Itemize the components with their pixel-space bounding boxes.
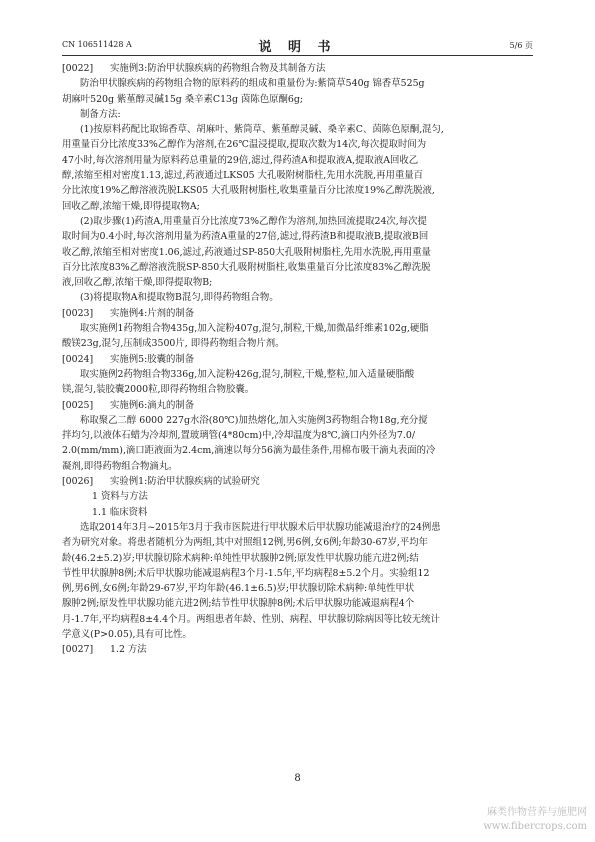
section-heading (62, 306, 534, 321)
paragraph-number: [0024] (62, 353, 94, 365)
heading-text: 实施例3:防治甲状腺疾病的药物组合物及其制备方法 (110, 63, 326, 74)
text-line: (3)将提取物A和提取物B混匀,即得药物组合物。 (80, 292, 279, 304)
watermark (483, 806, 587, 834)
text-line: 月-1.7年,平均病程8±4.4个月。两组患者年龄、性别、病程、甲状腺切除病因等比较无统计 (62, 613, 440, 625)
section-heading (62, 61, 534, 76)
paragraph-number: [0022] (62, 63, 94, 74)
text-line: 制备方法: (80, 108, 121, 120)
text-line: 拌均匀,以液体石蜡为冷却剂,置玻璃管(4*80cm)中,冷却温度为8℃,滴口内外径为7.0/ (62, 430, 415, 442)
text-line: 用重量百分比浓度33%乙醇作为溶剂,在26℃温浸提取,提取次数为14次,每次提取时间为 (62, 139, 427, 151)
text-line: 取时间为0.4小时,每次溶剂用量为药渣A重量的27倍,滤过,得药渣B和提取液B,提取液B回 (62, 231, 429, 243)
text-line: 腺肿2例;原发性甲状腺功能亢进2例;结节性甲状腺肿8例;术后甲状腺功能减退病程4个 (62, 598, 415, 610)
section-heading (62, 642, 534, 657)
text-line: (2)取步骤(1)药渣A,用重量百分比浓度73%乙醇作为溶剂,加热回流提取24次,每次提 (80, 215, 427, 227)
text-line: 者为研究对象。将患者随机分为两组,其中对照组12例,男6例,女6例;年龄30-67岁,平均年 (62, 537, 428, 549)
paragraph-number: [0026] (62, 476, 94, 488)
text-line: 选取2014年3月~2015年3月于我市医院进行甲状腺术后甲状腺功能减退治疗的24例患 (80, 521, 441, 533)
text-line: 防治甲状腺疾病的药物组合物的原料药的组成和重量份为:紫筒草540g 锦香草525g (80, 78, 425, 90)
header-rule (62, 55, 533, 56)
text-line: 酸镁23g,混匀,压制成3500片, 即得药物组合物片剂。 (62, 338, 285, 350)
paragraph-number: [0023] (62, 307, 94, 319)
document-title: 说 明 书 (258, 40, 337, 55)
text-line: 取实施例1药物组合物435g,加入淀粉407g,混匀,制粒,干燥,加微晶纤维素102g,硬脂 (80, 323, 429, 335)
text-line: 取实施例2药物组合物336g,加入淀粉426g,混匀,制粒,干燥,整粒,加入适量硬脂酸 (80, 368, 415, 380)
paragraph-number: [0027] (62, 644, 94, 656)
section-heading (62, 398, 534, 413)
text-line: 百分比浓度83%乙醇溶液洗脱SP-850大孔吸附树脂柱,收集重量百分比浓度83%乙醇洗脱 (62, 261, 431, 273)
heading-text: 实施例6:滴丸的制备 (110, 399, 195, 411)
text-line: 2.0(mm/mm),滴口距液面为2.4cm,滴速以每分56滴为最佳条件,用棉布吸干滴丸表面的冷 (62, 445, 436, 457)
page-indicator: 5/6 页 (509, 41, 533, 50)
text-line: (1)按原料药配比取锦香草、胡麻叶、紫筒草、紫堇醇灵碱、桑辛素C、茵陈色原酮,混匀, (80, 124, 444, 136)
watermark-url: www.fibercrops.com (483, 821, 587, 832)
page-header (62, 36, 533, 55)
paragraph-number: [0025] (62, 399, 94, 411)
text-line: 47小时,每次溶剂用量为原料药总重量的29倍,滤过,得药渣A和提取液A,提取液A回收乙 (62, 154, 419, 166)
text-line: 液,回收乙醇,浓缩干燥,即得提取物B; (62, 277, 213, 289)
text-line: 例,男6例,女6例;年龄29-67岁,平均年龄(46.1±6.5)岁;甲状腺切除术病种:单纯性甲状 (62, 583, 415, 595)
watermark-title: 麻类作物营养与施肥网 (487, 807, 587, 818)
heading-text: 实验例1:防治甲状腺疾病的试验研究 (110, 476, 260, 488)
text-line: 回收乙醇,浓缩干燥,即得提取物A; (62, 200, 200, 212)
text-line: 醇,浓缩至相对密度1.13,滤过,药液通过LKS05 大孔吸附树脂柱,先用水洗脱,再用重量百 (62, 170, 423, 182)
heading-text: 实施例4:片剂的制备 (110, 307, 195, 319)
section-heading (62, 352, 534, 367)
document-body (62, 61, 534, 658)
heading-text: 1.2 方法 (110, 644, 147, 656)
text-line: 收乙醇,浓缩至相对密度1.06,滤过,药液通过SP-850大孔吸附树脂柱,先用水洗脱,再用重量 (62, 246, 432, 258)
text-line: 镁,混匀,装胶囊2000粒,即得药物组合物胶囊。 (62, 384, 255, 396)
section-heading (62, 474, 534, 489)
text-line: 胡麻叶520g 紫堇醇灵碱15g 桑辛素C13g 茵陈色原酮6g; (62, 93, 303, 105)
text-line: 1.1 临床资料 (92, 506, 148, 518)
text-line: 龄(46.2±5.2)岁;甲状腺切除术病种:单纯性甲状腺肿2例;原发性甲状腺功能亢进2例;结 (62, 552, 419, 564)
text-line: 学意义(P>0.05),具有可比性。 (62, 628, 192, 640)
heading-text: 实施例5:胶囊的制备 (110, 353, 195, 365)
page-number: 8 (294, 773, 301, 784)
text-line: 节性甲状腺肿8例;术后甲状腺功能减退病程3个月-1.5年,平均病程8±5.2个月。实验组12 (62, 567, 430, 579)
text-line: 分比浓度19%乙醇溶液洗脱LKS05 大孔吸附树脂柱,收集重量百分比浓度19%乙醇洗脱液, (62, 185, 435, 197)
text-line: 1 资料与方法 (92, 491, 148, 503)
text-line: 凝剂,即得药物组合物滴丸。 (62, 460, 178, 472)
text-line: 称取聚乙二醇 6000 227g水浴(80℃)加热熔化,加入实施例3药物组合物18g,充分搅 (80, 414, 428, 426)
patent-number: CN 106511428 A (62, 40, 132, 49)
